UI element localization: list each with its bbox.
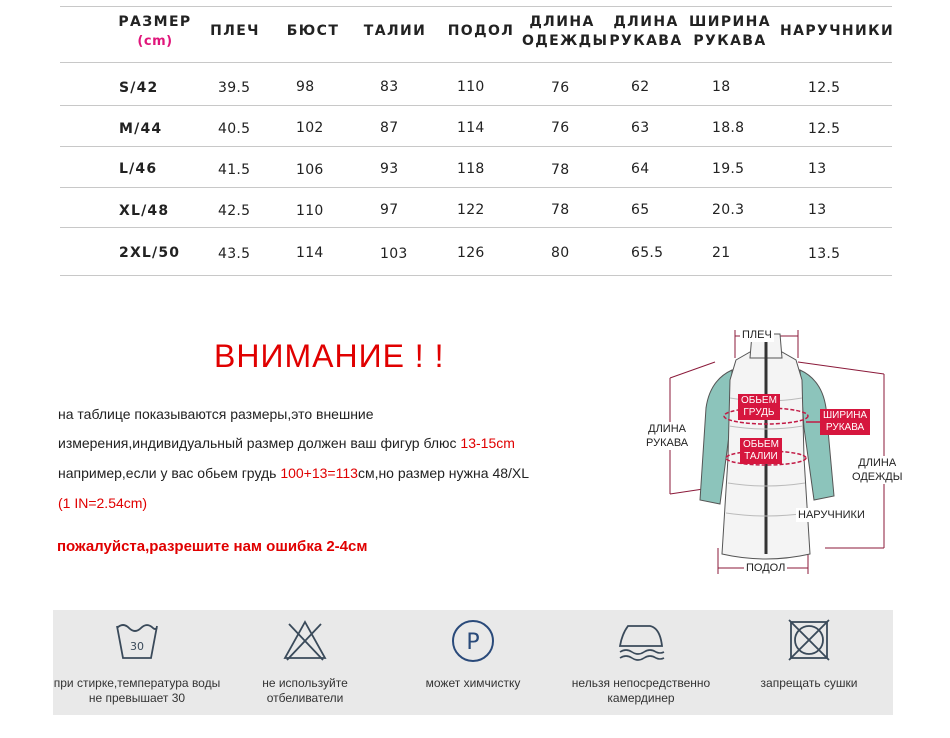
- care-label: может химчистку: [425, 676, 521, 690]
- table-cell: 13: [808, 161, 827, 177]
- table-cell: 65.5: [631, 245, 664, 261]
- table-cell: 21: [712, 245, 731, 261]
- table-cell: 43.5: [218, 246, 251, 262]
- care-label: нельзя непосредственно камердинер: [571, 676, 711, 705]
- table-cell: 110: [296, 203, 324, 219]
- size-cell: S/42: [119, 80, 159, 96]
- tag-chest: ОБЬЕМ ГРУДЬ: [738, 394, 780, 420]
- notice-line-4: (1 IN=2.54cm): [58, 495, 148, 511]
- notice-line-3: например,если у вас обьем грудь 100+13=113см,но размер нужна 48/XL: [58, 465, 530, 481]
- header-waist: ТАЛИИ: [363, 23, 427, 39]
- no-tumble-dry-icon: [785, 618, 833, 662]
- table-cell: 19.5: [712, 161, 745, 177]
- size-cell: 2XL/50: [119, 245, 181, 261]
- header-shoulder: ПЛЕЧ: [210, 23, 260, 39]
- table-cell: 97: [380, 202, 399, 218]
- header-garment-length: ДЛИНА ОДЕЖДЫ: [522, 14, 609, 49]
- header-size-unit: (cm): [137, 34, 173, 49]
- header-hem: ПОДОЛ: [447, 23, 515, 39]
- table-cell: 126: [457, 245, 485, 261]
- table-cell: 93: [380, 161, 399, 177]
- label-sleeve-length: ДЛИНА РУКАВА: [646, 423, 689, 449]
- tag-waist: ОБЬЕМ ТАЛИИ: [740, 438, 782, 464]
- table-cell: 64: [631, 161, 650, 177]
- table-cell: 18.8: [712, 120, 745, 136]
- table-cell: 62: [631, 79, 650, 95]
- table-cell: 80: [551, 245, 570, 261]
- table-divider: [60, 6, 892, 7]
- svg-text:P: P: [466, 630, 480, 655]
- table-cell: 12.5: [808, 121, 841, 137]
- wash-30-icon: [113, 618, 161, 662]
- care-label: не используйте отбеливатели: [262, 676, 348, 705]
- table-cell: 83: [380, 79, 399, 95]
- notice-line-1: на таблице показываются размеры,это внешние: [58, 406, 374, 422]
- table-cell: 65: [631, 202, 650, 218]
- label-cuff: НАРУЧНИКИ: [798, 509, 865, 521]
- care-instructions: [53, 610, 893, 715]
- header-bust: БЮСТ: [286, 23, 340, 39]
- table-cell: 42.5: [218, 203, 251, 219]
- table-cell: 106: [296, 162, 324, 178]
- table-cell: 102: [296, 120, 324, 136]
- table-divider: [60, 105, 892, 106]
- table-cell: 13.5: [808, 246, 841, 262]
- care-label: при стирке,температура воды не превышает 30: [53, 676, 221, 705]
- table-divider: [60, 227, 892, 228]
- notice-line-2: измерения,индивидуальный размер должен ваш фигур блюс 13-15cm: [58, 435, 515, 451]
- header-size: РАЗМЕР (cm): [100, 13, 210, 51]
- label-hem: ПОДОЛ: [746, 562, 786, 574]
- table-cell: 122: [457, 202, 485, 218]
- no-bleach-icon: [281, 618, 329, 662]
- table-cell: 114: [457, 120, 485, 136]
- table-cell: 78: [551, 202, 570, 218]
- care-label: запрещать сушки: [760, 676, 858, 690]
- attention-title: ВНИМАНИЕ ! !: [214, 338, 445, 374]
- header-sleeve-width: ШИРИНА РУКАВА: [689, 14, 771, 49]
- header-cuff: НАРУЧНИКИ: [780, 23, 895, 39]
- measurement-diagram: [640, 318, 910, 580]
- table-cell: 118: [457, 161, 485, 177]
- size-cell: XL/48: [119, 203, 170, 219]
- tag-sleeve-width: ШИРИНА РУКАВА: [820, 409, 870, 435]
- table-cell: 18: [712, 79, 731, 95]
- table-cell: 103: [380, 246, 408, 262]
- table-cell: 87: [380, 120, 399, 136]
- size-cell: M/44: [119, 121, 163, 137]
- table-cell: 78: [551, 162, 570, 178]
- table-divider: [60, 187, 892, 188]
- table-cell: 114: [296, 245, 324, 261]
- table-cell: 76: [551, 120, 570, 136]
- label-shoulder: ПЛЕЧ: [742, 329, 772, 341]
- dry-clean-p-icon: [449, 618, 497, 664]
- table-cell: 98: [296, 79, 315, 95]
- table-divider: [60, 275, 892, 276]
- table-cell: 39.5: [218, 80, 251, 96]
- apology-text: пожалуйста,разрешите нам ошибка 2-4см: [57, 538, 368, 555]
- header-sleeve-length: ДЛИНА РУКАВА: [609, 14, 683, 49]
- table-cell: 76: [551, 80, 570, 96]
- table-cell: 63: [631, 120, 650, 136]
- table-divider: [60, 146, 892, 147]
- label-garment-length: ДЛИНА ОДЕЖДЫ: [852, 457, 903, 483]
- care-item-dry: [725, 610, 893, 715]
- table-cell: 40.5: [218, 121, 251, 137]
- table-cell: 110: [457, 79, 485, 95]
- care-item-bleach: [221, 610, 389, 715]
- table-cell: 13: [808, 202, 827, 218]
- care-item-iron: [557, 610, 725, 715]
- svg-text:30: 30: [130, 640, 144, 653]
- table-cell: 20.3: [712, 202, 745, 218]
- care-item-dryclean: [389, 610, 557, 715]
- table-divider: [60, 62, 892, 63]
- table-cell: 12.5: [808, 80, 841, 96]
- care-item-wash: [53, 610, 221, 715]
- table-cell: 41.5: [218, 162, 251, 178]
- iron-steam-icon: [614, 618, 668, 662]
- size-cell: L/46: [119, 161, 158, 177]
